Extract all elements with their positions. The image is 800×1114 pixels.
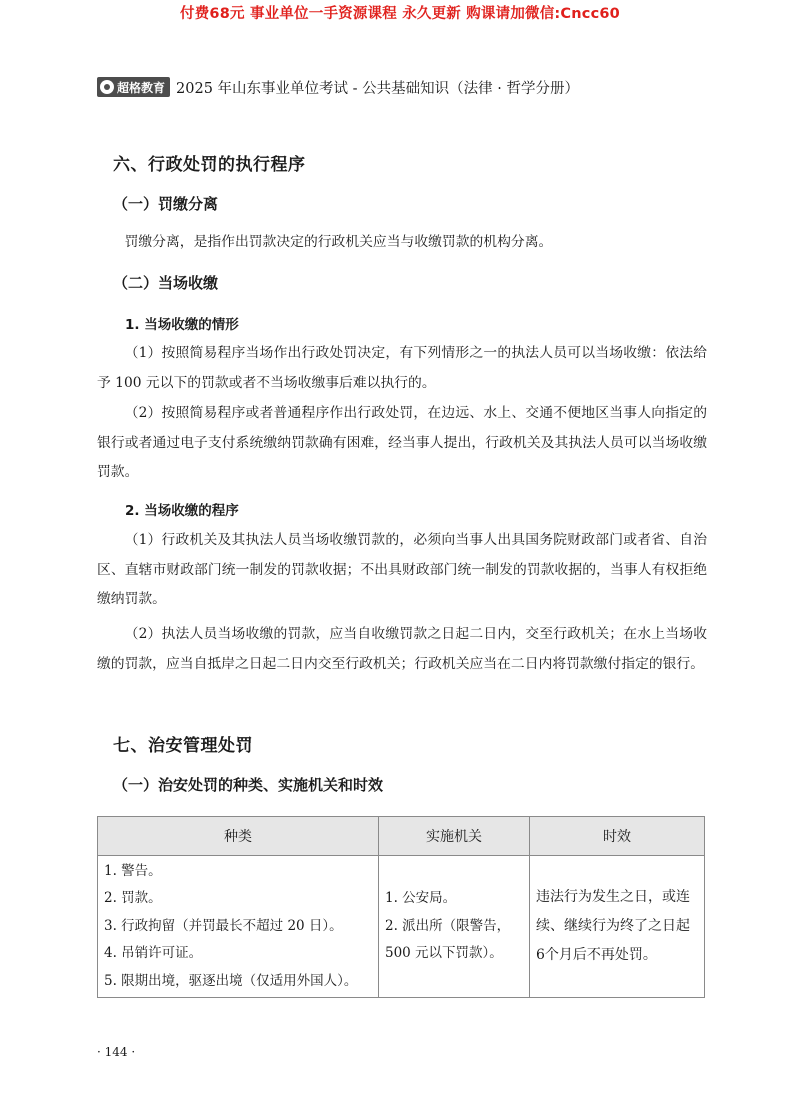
cell-agencies [379, 856, 530, 998]
limit-text: 违法行为发生之日，或连续、继续行为终了之日起6个月后不再处罚。 [536, 889, 690, 963]
brand-logo [97, 77, 170, 97]
logo-text: 超格教育 [117, 80, 166, 95]
agency-item: 2. 派出所（限警告，500 元以下罚款）。 [385, 917, 511, 962]
cell-types [98, 856, 379, 998]
watermark-banner: 付费68元 事业单位一手资源课程 永久更新 购课请加微信:Cncc60 [180, 6, 620, 22]
table-header-limit: 时效 [530, 817, 705, 856]
heading-onsite-procedure: 2. 当场收缴的程序 [125, 503, 239, 519]
section-7-sub1-title: （一）治安处罚的种类、实施机关和时效 [113, 776, 384, 794]
header-title: 2025 年山东事业单位考试 - 公共基础知识（法律 · 哲学分册） [176, 80, 579, 97]
page-header [97, 76, 579, 98]
table-header-type: 种类 [98, 817, 379, 856]
paragraph-1: （1）按照简易程序当场作出行政处罚决定，有下列情形之一的执法人员可以当场收缴：依法给予 100 元以下的罚款或者不当场收缴事后难以执行的。 [97, 345, 707, 391]
paragraph-4: （2）执法人员当场收缴的罚款，应当自收缴罚款之日起二日内，交至行政机关；在水上当场收缴的罚款，应当自抵岸之日起二日内交至行政机关；行政机关应当在二日内将罚款缴付指定的银行。 [97, 626, 707, 672]
table-row [98, 856, 705, 998]
section-6-sub1-text: 罚缴分离，是指作出罚款决定的行政机关应当与收缴罚款的机构分离。 [124, 234, 553, 250]
section-7-title: 七、治安管理处罚 [113, 736, 253, 756]
type-item: 1. 警告。 [104, 862, 162, 879]
paragraph-2: （2）按照简易程序或者普通程序作出行政处罚，在边远、水上、交通不便地区当事人向指定的银行或者通过电子支付系统缴纳罚款确有困难，经当事人提出，行政机关及其执法人员可以当场收缴罚款。 [97, 405, 707, 480]
agency-item: 1. 公安局。 [385, 890, 457, 907]
cell-limit [530, 856, 705, 998]
heading-onsite-situations: 1. 当场收缴的情形 [125, 317, 239, 333]
type-item: 2. 罚款。 [104, 890, 162, 907]
type-item: 4. 吊销许可证。 [104, 945, 203, 962]
type-item: 5. 限期出境，驱逐出境（仅适用外国人）。 [104, 972, 358, 989]
section-6-title: 六、行政处罚的执行程序 [113, 155, 306, 175]
logo-icon [100, 80, 114, 94]
table-header-row [98, 817, 705, 856]
page-number: · 144 · [97, 1045, 136, 1059]
paragraph-3: （1）行政机关及其执法人员当场收缴罚款的，必须向当事人出具国务院财政部门或者省、自治区、直辖市财政部门统一制发的罚款收据；不出具财政部门统一制发的罚款收据的，当事人有权拒绝缴纳罚款。 [97, 532, 707, 607]
penalty-table [97, 816, 705, 998]
section-6-sub2-title: （二）当场收缴 [113, 274, 219, 292]
type-item: 3. 行政拘留（并罚最长不超过 20 日）。 [104, 917, 343, 934]
section-6-sub1-title: （一）罚缴分离 [113, 195, 219, 213]
table-header-agency: 实施机关 [379, 817, 530, 856]
